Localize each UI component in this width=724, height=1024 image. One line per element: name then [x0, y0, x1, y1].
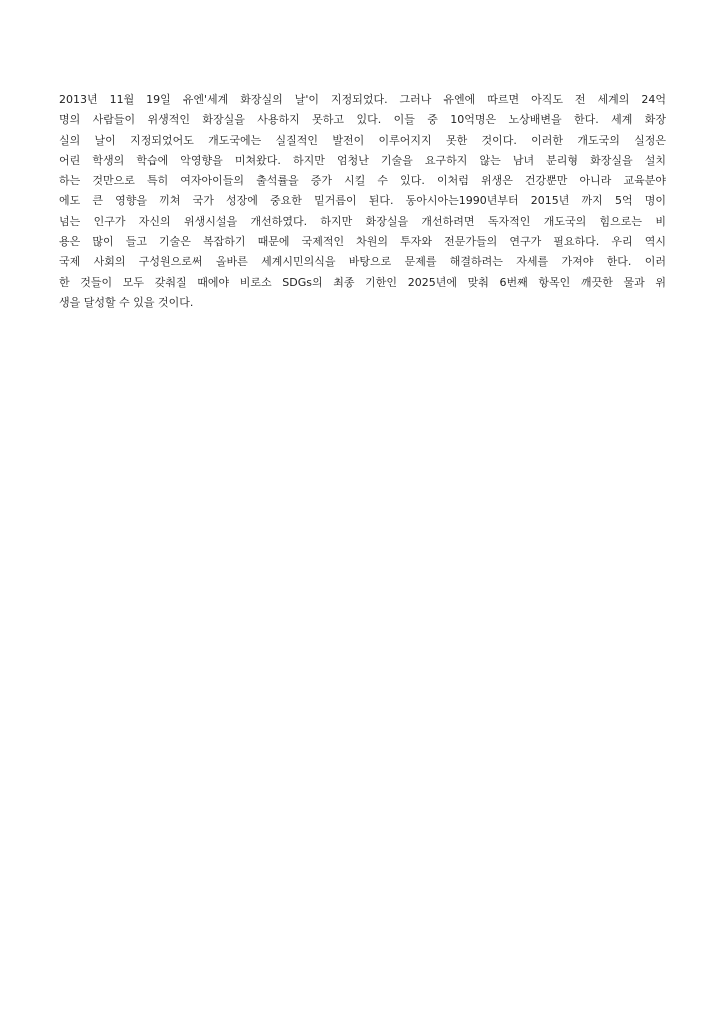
paragraph-line: 용은 많이 들고 기술은 복잡하기 때문에 국제적인 차원의 투자와 전문가들의 연구가 필요하다. 우리 역시 — [59, 235, 666, 249]
paragraph-line: 2013년 11월 19일 유엔'세계 화장실의 날'이 지정되었다. 그러나 유엔에 따르면 아직도 전 세계의 24억 — [59, 93, 666, 106]
paragraph-line: 에도 큰 영향을 끼쳐 국가 성장에 중요한 밑거름이 된다. 동아시아는1990년부터 2015년 까지 5억 명이 — [59, 194, 666, 208]
paragraph-line: 실의 날이 지정되었어도 개도국에는 실질적인 발전이 이루어지지 못한 것이다. 이러한 개도국의 실정은 — [59, 133, 666, 147]
paragraph-line: 생을 달성할 수 있을 것이다. — [59, 295, 194, 309]
paragraph-line: 한 것들이 모두 갖춰질 때에야 비로소 SDGs의 최종 기한인 2025년에 맞춰 6번째 항목인 깨끗한 물과 위 — [59, 275, 666, 289]
paragraph-line: 하는 것만으로 특히 여자아이들의 출석률을 증가 시킬 수 있다. 이처럼 위생은 건강뿐만 아니라 교육분야 — [59, 174, 666, 188]
paragraph-line: 넘는 인구가 자신의 위생시설을 개선하였다. 하지만 화장실을 개선하려면 독자적인 개도국의 힘으로는 비 — [59, 214, 666, 228]
paragraph-line: 어린 학생의 학습에 악영향을 미쳐왔다. 하지만 엄청난 기술을 요구하지 않는 남녀 분리형 화장실을 설치 — [59, 153, 666, 167]
paragraph-line: 명의 사람들이 위생적인 화장실을 사용하지 못하고 있다. 이들 중 10억명은 노상배변을 한다. 세계 화장 — [59, 113, 666, 127]
paragraph-line: 국제 사회의 구성원으로써 올바른 세계시민의식을 바탕으로 문제를 해결하려는 자세를 가져야 한다. 이러 — [59, 255, 666, 269]
body-paragraph — [59, 90, 666, 313]
